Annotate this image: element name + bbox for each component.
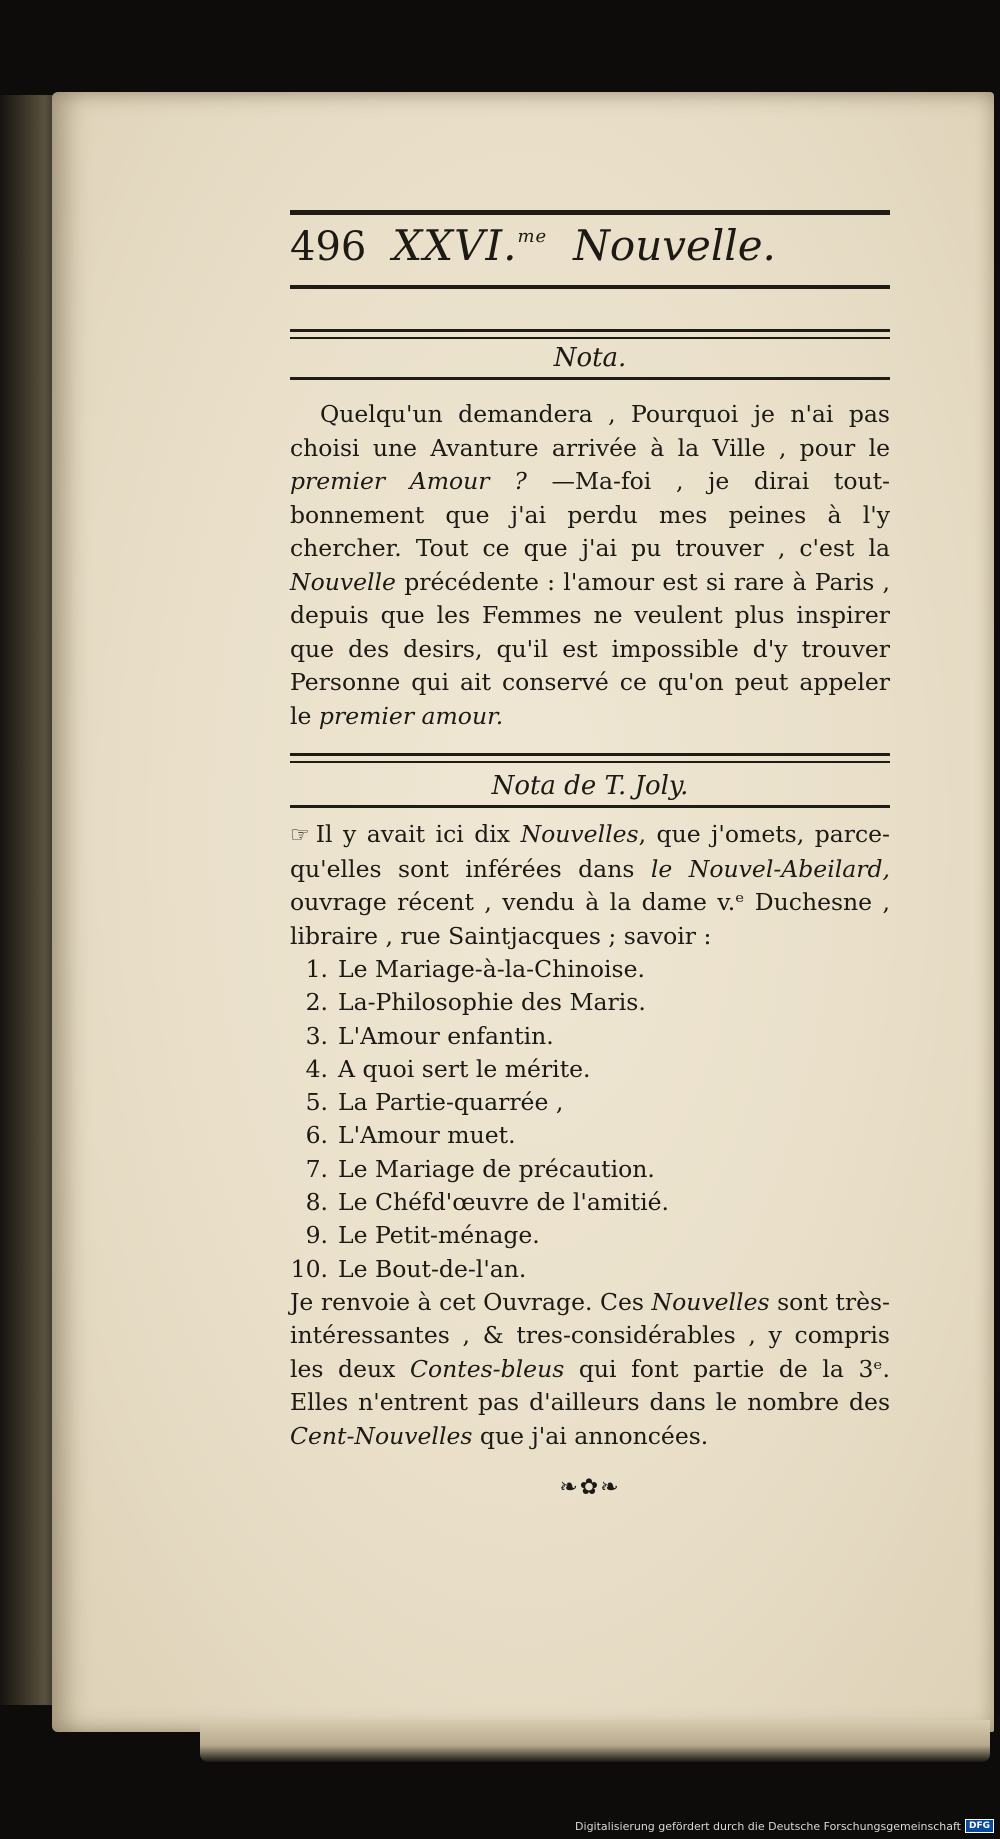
joly-rule-top-1 [290,753,890,756]
page-bottom-edge [200,1720,990,1762]
closing-paragraph: Je renvoie à cet Ouvrage. Ces Nouvelles sont très-intéressantes , & tres-considérables , y compris les deux Contes-bleus qui font partie de la 3ᵉ. Elles n'entrent pas d'ailleurs dans le nombre des Cent-Nouvelles que j'ai annoncées. [290,1287,890,1450]
nota-rule-bottom [290,377,890,380]
page-content [290,210,890,1500]
joly-rule-top-2 [290,761,890,763]
dfg-logo: DFG [965,1819,994,1833]
list-item: 7. Le Mariage de précaution. [305,1154,655,1183]
header-rule-bottom [290,285,890,289]
page-number: 496 [290,224,367,270]
nouvelles-list [290,953,890,1286]
digitization-credit [575,1819,994,1833]
book-spine [0,95,60,1705]
chapter-numeral: XXVI.$^{me}$ [392,221,548,270]
header-rule-top [290,210,890,215]
credit-text: Digitalisierung gefördert durch die Deutsche Forschungsgemeinschaft [575,1819,961,1833]
list-item: 9. Le Petit-ménage. [305,1221,540,1250]
list-item: 8. Le Chéfd'œuvre de l'amitié. [305,1188,670,1217]
running-header [290,221,890,281]
running-title: Nouvelle. [573,221,776,270]
nota-paragraph: Quelqu'un demandera , Pourquoi je n'ai pas choisi une Avanture arrivée à la Ville , pour le premier Amour ? —Ma-foi , je dirai tout-bonnement que j'ai perdu mes peines à l'y chercher. Tout ce que j'ai pu trouver , c'est la Nouvelle précédente : l'amour est si rare à Paris , depuis que les Femmes ne veulent plus inspirer que des desirs, qu'il est impossible d'y trouver Personne qui ait conservé ce qu'on peut appeler le premier amour. [290,400,890,730]
tailpiece-ornament: ❧✿❧ [559,1475,621,1501]
list-item: 5. La Partie-quarrée , [305,1088,564,1117]
list-item: 3. L'Amour enfantin. [305,1021,554,1050]
joly-title: Nota de T. Joly. [491,771,689,801]
joly-rule-bottom [290,805,890,808]
list-item: 6. L'Amour muet. [305,1121,516,1150]
list-item: 2. La-Philosophie des Maris. [305,988,646,1017]
joly-paragraph: ☞ Il y avait ici dix Nouvelles, que j'omets, parce-qu'elles sont inférées dans le Nouvel-Abeilard, ouvrage récent , vendu à la dame v.ᵉ Duchesne , libraire , rue Saintjacques ; savoir : [290,820,890,950]
list-item: 1. Le Mariage-à-la-Chinoise. [305,955,645,983]
nota-rule-top-1 [290,329,890,332]
list-item: 10. Le Bout-de-l'an. [290,1254,527,1283]
list-item: 4. A quoi sert le mérite. [305,1054,591,1083]
nota-title: Nota. [553,343,627,373]
pointing-hand-icon: ☞ [290,823,310,848]
